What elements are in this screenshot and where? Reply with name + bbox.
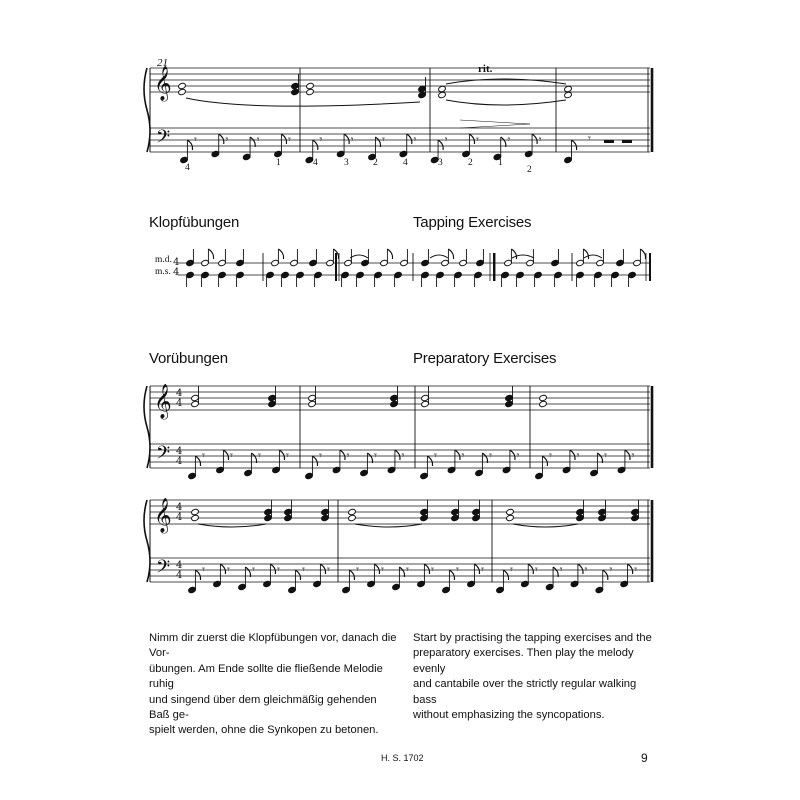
- eighth-rest: 𝄾: [319, 133, 323, 146]
- fingering-6: 4: [403, 158, 408, 168]
- eighth-rest: 𝄾: [413, 133, 417, 146]
- measure-number: 21: [157, 57, 168, 69]
- eighth-rest: 𝄾: [604, 449, 607, 462]
- eighth-rest: 𝄾: [277, 563, 280, 576]
- notehead: [564, 91, 573, 98]
- note-flag: [640, 249, 645, 259]
- time-signature-top: 4: [176, 560, 183, 571]
- eighth-rest: 𝄾: [634, 563, 638, 576]
- notehead: [631, 508, 640, 515]
- note-flag: [532, 134, 537, 144]
- notehead: [268, 394, 277, 401]
- note-flag: [395, 450, 400, 460]
- ritardando-mark: rit.: [478, 63, 493, 75]
- treble-clef: 𝄞: [154, 384, 172, 419]
- eighth-rest: 𝄾: [374, 449, 377, 462]
- eighth-rest: 𝄾: [434, 449, 437, 462]
- note-flag: [387, 249, 392, 259]
- page-number: 9: [641, 751, 648, 765]
- preparatory-title-de: Vorübungen: [149, 350, 228, 367]
- time-signature-bottom: 4: [176, 570, 183, 581]
- note-flag: [474, 564, 479, 574]
- notehead: [631, 514, 640, 521]
- notehead: [506, 508, 515, 515]
- hairpin: [460, 120, 530, 124]
- notehead: [348, 508, 357, 515]
- time-signature-bottom: 4: [173, 267, 180, 278]
- tie: [350, 255, 368, 258]
- note-flag: [320, 564, 325, 574]
- eighth-rest: 𝄾: [401, 449, 405, 462]
- notehead: [308, 400, 317, 407]
- system-brace: [144, 386, 150, 468]
- eighth-rest: 𝄾: [230, 449, 233, 462]
- notehead: [191, 514, 200, 521]
- instruction-line: Nimm dir zuerst die Klopfübungen vor, danach die Vor-: [149, 632, 397, 660]
- notehead: [306, 88, 315, 95]
- notehead: [451, 508, 460, 515]
- notehead: [390, 394, 399, 401]
- eighth-rest: 𝄾: [456, 563, 459, 576]
- eighth-rest: 𝄾: [489, 449, 492, 462]
- tie: [512, 255, 534, 258]
- fingering-4: 3: [344, 158, 349, 168]
- note-flag: [279, 450, 284, 460]
- notehead: [506, 514, 515, 521]
- tapping-title-en: Tapping Exercises: [413, 214, 532, 231]
- treble-clef: 𝄞: [154, 66, 172, 101]
- note-flag: [628, 564, 633, 574]
- note-flag: [572, 140, 577, 150]
- note-flag: [427, 456, 432, 466]
- eighth-rest: 𝄾: [302, 563, 305, 576]
- time-signature-bottom: 4: [176, 398, 183, 409]
- notehead: [505, 400, 514, 407]
- eighth-rest: 𝄾: [631, 449, 635, 462]
- notehead: [306, 82, 315, 89]
- eighth-rest: 𝄾: [444, 133, 448, 146]
- eighth-rest: 𝄾: [549, 449, 552, 462]
- note-flag: [449, 570, 454, 580]
- eighth-rest: 𝄾: [516, 449, 520, 462]
- note-flag: [625, 450, 630, 460]
- instruction-line: und singend über dem gleichmäßig gehenden Baß ge-: [149, 693, 377, 722]
- instructions-german: [149, 631, 399, 739]
- quarter-rest: [604, 140, 614, 143]
- notehead: [418, 85, 427, 92]
- note-flag: [187, 140, 192, 150]
- notehead: [598, 508, 607, 515]
- notehead: [291, 88, 300, 95]
- treble-clef: 𝄞: [154, 498, 172, 533]
- bass-clef: 𝄢: [156, 127, 171, 152]
- fingering-9: 1: [498, 158, 503, 168]
- note-flag: [313, 140, 318, 150]
- eighth-rest: 𝄾: [481, 563, 484, 576]
- fingering-10: 2: [527, 165, 532, 175]
- instruction-line: and cantabile over the strictly regular walking bass: [413, 678, 637, 706]
- note-flag: [503, 570, 508, 580]
- note-flag: [340, 450, 345, 460]
- note-flag: [578, 564, 583, 574]
- note-flag: [407, 134, 412, 144]
- note-flag: [448, 249, 453, 259]
- fingering-1: 4: [185, 163, 190, 173]
- note-flag: [250, 137, 255, 147]
- eighth-rest: 𝄾: [609, 563, 613, 576]
- eighth-rest: 𝄾: [286, 449, 289, 462]
- notehead: [308, 394, 317, 401]
- notehead: [291, 82, 300, 89]
- note-flag: [399, 567, 404, 577]
- eighth-rest: 𝄾: [288, 133, 291, 146]
- note-flag: [219, 134, 224, 144]
- fingering-5: 2: [373, 158, 378, 168]
- eighth-rest: 𝄾: [225, 133, 229, 146]
- eighth-rest: 𝄾: [327, 563, 330, 576]
- notehead: [564, 85, 573, 92]
- right-hand-label: m.d.: [155, 255, 172, 265]
- fingering-8: 2: [468, 158, 473, 168]
- eighth-rest: 𝄾: [346, 449, 350, 462]
- eighth-rest: 𝄾: [258, 449, 261, 462]
- notehead: [576, 508, 585, 515]
- notehead: [348, 514, 357, 521]
- tie: [513, 524, 578, 527]
- eighth-rest: 𝄾: [534, 563, 538, 576]
- notehead: [284, 508, 293, 515]
- notehead: [178, 88, 187, 95]
- bass-note: [564, 156, 573, 163]
- note-flag: [501, 137, 506, 147]
- hairpin: [460, 124, 530, 128]
- notehead: [191, 394, 200, 401]
- time-signature-top: 4: [176, 446, 183, 457]
- notehead: [598, 514, 607, 521]
- note-flag: [349, 570, 354, 580]
- note-flag: [542, 456, 547, 466]
- note-flag: [281, 134, 286, 144]
- note-flag: [570, 450, 575, 460]
- notehead: [321, 514, 330, 521]
- catalog-number: H. S. 1702: [381, 753, 424, 763]
- note-flag: [603, 570, 608, 580]
- system-brace: [144, 500, 150, 582]
- tie: [198, 524, 266, 527]
- note-flag: [270, 564, 275, 574]
- eighth-rest: 𝄾: [227, 563, 230, 576]
- notehead: [191, 400, 200, 407]
- eighth-rest: 𝄾: [431, 563, 434, 576]
- notehead: [576, 514, 585, 521]
- note-flag: [278, 249, 283, 259]
- notehead: [321, 508, 330, 515]
- note-flag: [223, 450, 228, 460]
- instruction-line: Start by practising the tapping exercises and the: [413, 632, 652, 644]
- eighth-rest: 𝄾: [252, 563, 255, 576]
- notehead: [539, 394, 548, 401]
- note-flag: [367, 453, 372, 463]
- notehead: [284, 514, 293, 521]
- note-flag: [553, 567, 558, 577]
- notehead: [191, 508, 200, 515]
- note-flag: [424, 564, 429, 574]
- eighth-rest: 𝄾: [507, 133, 511, 146]
- notehead: [390, 400, 399, 407]
- instruction-line: übungen. Am Ende sollte die fließende Melodie ruhig: [149, 662, 383, 691]
- system-brace: [144, 68, 150, 152]
- eighth-rest: 𝄾: [381, 563, 384, 576]
- time-signature-bottom: 4: [176, 456, 183, 467]
- eighth-rest: 𝄾: [588, 132, 591, 145]
- time-signature-top: 4: [173, 257, 180, 268]
- bass-clef: 𝄢: [156, 557, 171, 582]
- notehead: [472, 508, 481, 515]
- eighth-rest: 𝄾: [510, 563, 513, 576]
- notehead: [264, 508, 273, 515]
- note-flag: [510, 450, 515, 460]
- eighth-rest: 𝄾: [202, 563, 205, 576]
- instruction-line: preparatory exercises. Then play the melody evenly: [413, 647, 634, 675]
- preparatory-title-en: Preparatory Exercises: [413, 350, 557, 367]
- note-flag: [455, 450, 460, 460]
- notehead: [539, 400, 548, 407]
- notehead: [420, 508, 429, 515]
- note-flag: [220, 564, 225, 574]
- tapping-title-de: Klopfübungen: [149, 214, 240, 231]
- instruction-line: spielt werden, ohne die Synkopen zu betonen.: [149, 724, 379, 737]
- eighth-rest: 𝄾: [202, 449, 205, 462]
- left-hand-label: m.s.: [155, 267, 171, 277]
- eighth-rest: 𝄾: [319, 449, 322, 462]
- eighth-rest: 𝄾: [256, 133, 260, 146]
- notehead: [438, 91, 447, 98]
- eighth-rest: 𝄾: [406, 563, 409, 576]
- notehead: [472, 514, 481, 521]
- eighth-rest: 𝄾: [584, 563, 588, 576]
- eighth-rest: 𝄾: [461, 449, 465, 462]
- notehead: [421, 394, 430, 401]
- fingering-3: 4: [313, 158, 318, 168]
- note-flag: [528, 564, 533, 574]
- time-signature-bottom: 4: [176, 512, 183, 523]
- notehead: [264, 514, 273, 521]
- tie: [584, 255, 602, 258]
- notehead: [420, 514, 429, 521]
- fingering-7: 3: [438, 158, 443, 168]
- instruction-line: without emphasizing the syncopations.: [413, 709, 605, 722]
- time-signature-top: 4: [176, 388, 183, 399]
- note-flag: [208, 249, 213, 259]
- eighth-rest: 𝄾: [356, 563, 359, 576]
- note-flag: [438, 140, 443, 150]
- fingering-2: 1: [276, 158, 281, 168]
- note-flag: [482, 453, 487, 463]
- eighth-rest: 𝄾: [476, 133, 479, 146]
- instructions-english: [413, 631, 658, 723]
- note-flag: [344, 134, 349, 144]
- tie: [186, 98, 420, 106]
- tie: [355, 524, 422, 527]
- eighth-rest: 𝄾: [559, 563, 563, 576]
- time-signature-top: 4: [176, 502, 183, 513]
- eighth-rest: 𝄾: [350, 133, 354, 146]
- note-flag: [375, 137, 380, 147]
- notehead: [268, 400, 277, 407]
- bass-clef: 𝄢: [156, 443, 171, 468]
- eighth-rest: 𝄾: [576, 449, 580, 462]
- note-flag: [597, 453, 602, 463]
- notehead: [438, 85, 447, 92]
- note-flag: [245, 567, 250, 577]
- notehead: [505, 394, 514, 401]
- note-flag: [295, 570, 300, 580]
- notehead: [451, 514, 460, 521]
- note-flag: [251, 453, 256, 463]
- note-flag: [195, 570, 200, 580]
- note-flag: [374, 564, 379, 574]
- eighth-rest: 𝄾: [194, 133, 197, 146]
- half-rest: [622, 140, 632, 143]
- tie: [430, 255, 448, 258]
- note-flag: [195, 456, 200, 466]
- eighth-rest: 𝄾: [382, 133, 385, 146]
- notehead: [418, 91, 427, 98]
- notehead: [421, 400, 430, 407]
- notehead: [178, 82, 187, 89]
- tie: [446, 100, 566, 105]
- eighth-rest: 𝄾: [538, 133, 542, 146]
- note-flag: [469, 134, 474, 144]
- note-flag: [312, 456, 317, 466]
